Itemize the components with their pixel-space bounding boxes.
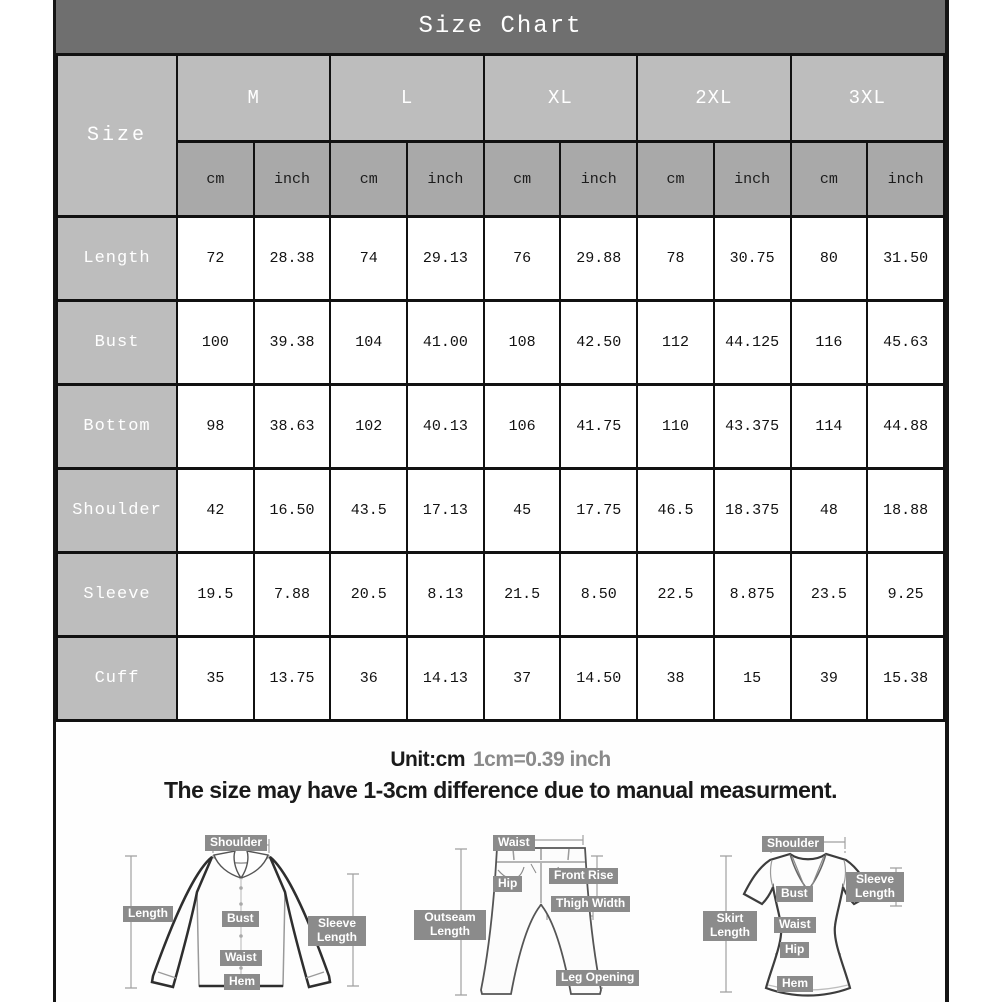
table-cell: 78 xyxy=(637,217,714,301)
table-cell: 40.13 xyxy=(407,385,484,469)
notes-section xyxy=(56,722,945,804)
table-cell: 48 xyxy=(791,469,868,553)
table-cell: 41.75 xyxy=(560,385,637,469)
corner-header-size: Size xyxy=(57,55,177,217)
table-cell: 45.63 xyxy=(867,301,944,385)
unit-note xyxy=(56,748,945,772)
row-label: Bottom xyxy=(57,385,177,469)
pants-waist-label: Waist xyxy=(493,835,535,851)
table-cell: 39.38 xyxy=(254,301,331,385)
table-cell: 42 xyxy=(177,469,254,553)
table-cell: 29.13 xyxy=(407,217,484,301)
dress-shoulder-label: Shoulder xyxy=(762,836,824,852)
row-label: Sleeve xyxy=(57,553,177,637)
table-cell: 45 xyxy=(484,469,561,553)
shirt-diagram xyxy=(101,830,401,1002)
table-cell: 112 xyxy=(637,301,714,385)
table-cell: 17.75 xyxy=(560,469,637,553)
table-cell: 31.50 xyxy=(867,217,944,301)
table-cell: 41.00 xyxy=(407,301,484,385)
size-header-3xl: 3XL xyxy=(791,55,945,142)
size-header-l: L xyxy=(330,55,483,142)
table-cell: 14.50 xyxy=(560,637,637,721)
table-cell: 8.875 xyxy=(714,553,791,637)
measurement-diagrams xyxy=(56,830,945,1002)
dress-hem-label: Hem xyxy=(777,976,813,992)
table-row-cuff xyxy=(57,637,944,721)
size-header-m: M xyxy=(177,55,330,142)
dress-skirt-length-label: Skirt Length xyxy=(703,911,757,941)
table-cell: 42.50 xyxy=(560,301,637,385)
row-label: Bust xyxy=(57,301,177,385)
table-row-sleeve xyxy=(57,553,944,637)
table-cell: 98 xyxy=(177,385,254,469)
pants-front-rise-label: Front Rise xyxy=(549,868,618,884)
unit-header-inch: inch xyxy=(867,142,944,217)
table-row-bottom xyxy=(57,385,944,469)
table-cell: 110 xyxy=(637,385,714,469)
table-cell: 8.13 xyxy=(407,553,484,637)
unit-header-cm: cm xyxy=(791,142,868,217)
table-cell: 21.5 xyxy=(484,553,561,637)
shirt-hem-label: Hem xyxy=(224,974,260,990)
dress-sleeve-length-label: Sleeve Length xyxy=(846,872,904,902)
unit-header-cm: cm xyxy=(177,142,254,217)
table-cell: 35 xyxy=(177,637,254,721)
shirt-bust-label: Bust xyxy=(222,911,259,927)
table-cell: 43.5 xyxy=(330,469,407,553)
row-label: Shoulder xyxy=(57,469,177,553)
size-header-xl: XL xyxy=(484,55,637,142)
table-cell: 116 xyxy=(791,301,868,385)
title-bar xyxy=(56,0,945,53)
table-cell: 38.63 xyxy=(254,385,331,469)
size-chart-panel xyxy=(53,0,949,1002)
table-cell: 43.375 xyxy=(714,385,791,469)
table-cell: 8.50 xyxy=(560,553,637,637)
size-header-2xl: 2XL xyxy=(637,55,790,142)
table-cell: 18.88 xyxy=(867,469,944,553)
dress-hip-label: Hip xyxy=(780,942,809,958)
table-cell: 37 xyxy=(484,637,561,721)
unit-header-cm: cm xyxy=(330,142,407,217)
table-cell: 17.13 xyxy=(407,469,484,553)
table-cell: 38 xyxy=(637,637,714,721)
table-cell: 36 xyxy=(330,637,407,721)
table-cell: 29.88 xyxy=(560,217,637,301)
table-cell: 23.5 xyxy=(791,553,868,637)
table-cell: 44.88 xyxy=(867,385,944,469)
unit-header-inch: inch xyxy=(714,142,791,217)
table-cell: 28.38 xyxy=(254,217,331,301)
table-cell: 46.5 xyxy=(637,469,714,553)
table-cell: 72 xyxy=(177,217,254,301)
table-cell: 74 xyxy=(330,217,407,301)
table-cell: 44.125 xyxy=(714,301,791,385)
table-row-length xyxy=(57,217,944,301)
pants-diagram xyxy=(401,830,681,1002)
unit-header-inch: inch xyxy=(407,142,484,217)
table-row-bust xyxy=(57,301,944,385)
table-cell: 80 xyxy=(791,217,868,301)
table-cell: 18.375 xyxy=(714,469,791,553)
dress-diagram xyxy=(678,830,940,1002)
shirt-shoulder-label: Shoulder xyxy=(205,835,267,851)
table-cell: 76 xyxy=(484,217,561,301)
pants-leg-opening-label: Leg Opening xyxy=(556,970,639,986)
table-cell: 13.75 xyxy=(254,637,331,721)
unit-header-inch: inch xyxy=(254,142,331,217)
page-title: Size Chart xyxy=(418,13,583,40)
shirt-waist-label: Waist xyxy=(220,950,262,966)
table-cell: 39 xyxy=(791,637,868,721)
table-cell: 22.5 xyxy=(637,553,714,637)
table-cell: 15.38 xyxy=(867,637,944,721)
unit-header-inch: inch xyxy=(560,142,637,217)
table-cell: 16.50 xyxy=(254,469,331,553)
row-label: Length xyxy=(57,217,177,301)
unit-conversion: 1cm=0.39 inch xyxy=(473,748,611,771)
row-label: Cuff xyxy=(57,637,177,721)
pants-thigh-width-label: Thigh Width xyxy=(551,896,630,912)
pants-hip-label: Hip xyxy=(493,876,522,892)
shirt-length-label: Length xyxy=(123,906,173,922)
unit-header-cm: cm xyxy=(637,142,714,217)
table-cell: 9.25 xyxy=(867,553,944,637)
table-cell: 15 xyxy=(714,637,791,721)
dress-waist-label: Waist xyxy=(774,917,816,933)
table-cell: 19.5 xyxy=(177,553,254,637)
table-cell: 14.13 xyxy=(407,637,484,721)
table-cell: 100 xyxy=(177,301,254,385)
table-cell: 20.5 xyxy=(330,553,407,637)
table-cell: 106 xyxy=(484,385,561,469)
dress-bust-label: Bust xyxy=(776,886,813,902)
table-cell: 30.75 xyxy=(714,217,791,301)
table-cell: 114 xyxy=(791,385,868,469)
table-cell: 7.88 xyxy=(254,553,331,637)
table-cell: 104 xyxy=(330,301,407,385)
unit-header-cm: cm xyxy=(484,142,561,217)
table-cell: 108 xyxy=(484,301,561,385)
unit-label: Unit:cm xyxy=(390,748,465,771)
pants-outseam-length-label: Outseam Length xyxy=(414,910,486,940)
table-cell: 102 xyxy=(330,385,407,469)
disclaimer-note: The size may have 1-3cm difference due to manual measurment. xyxy=(163,777,838,803)
shirt-sleeve-length-label: Sleeve Length xyxy=(308,916,366,946)
size-table xyxy=(56,53,945,722)
table-row-shoulder xyxy=(57,469,944,553)
